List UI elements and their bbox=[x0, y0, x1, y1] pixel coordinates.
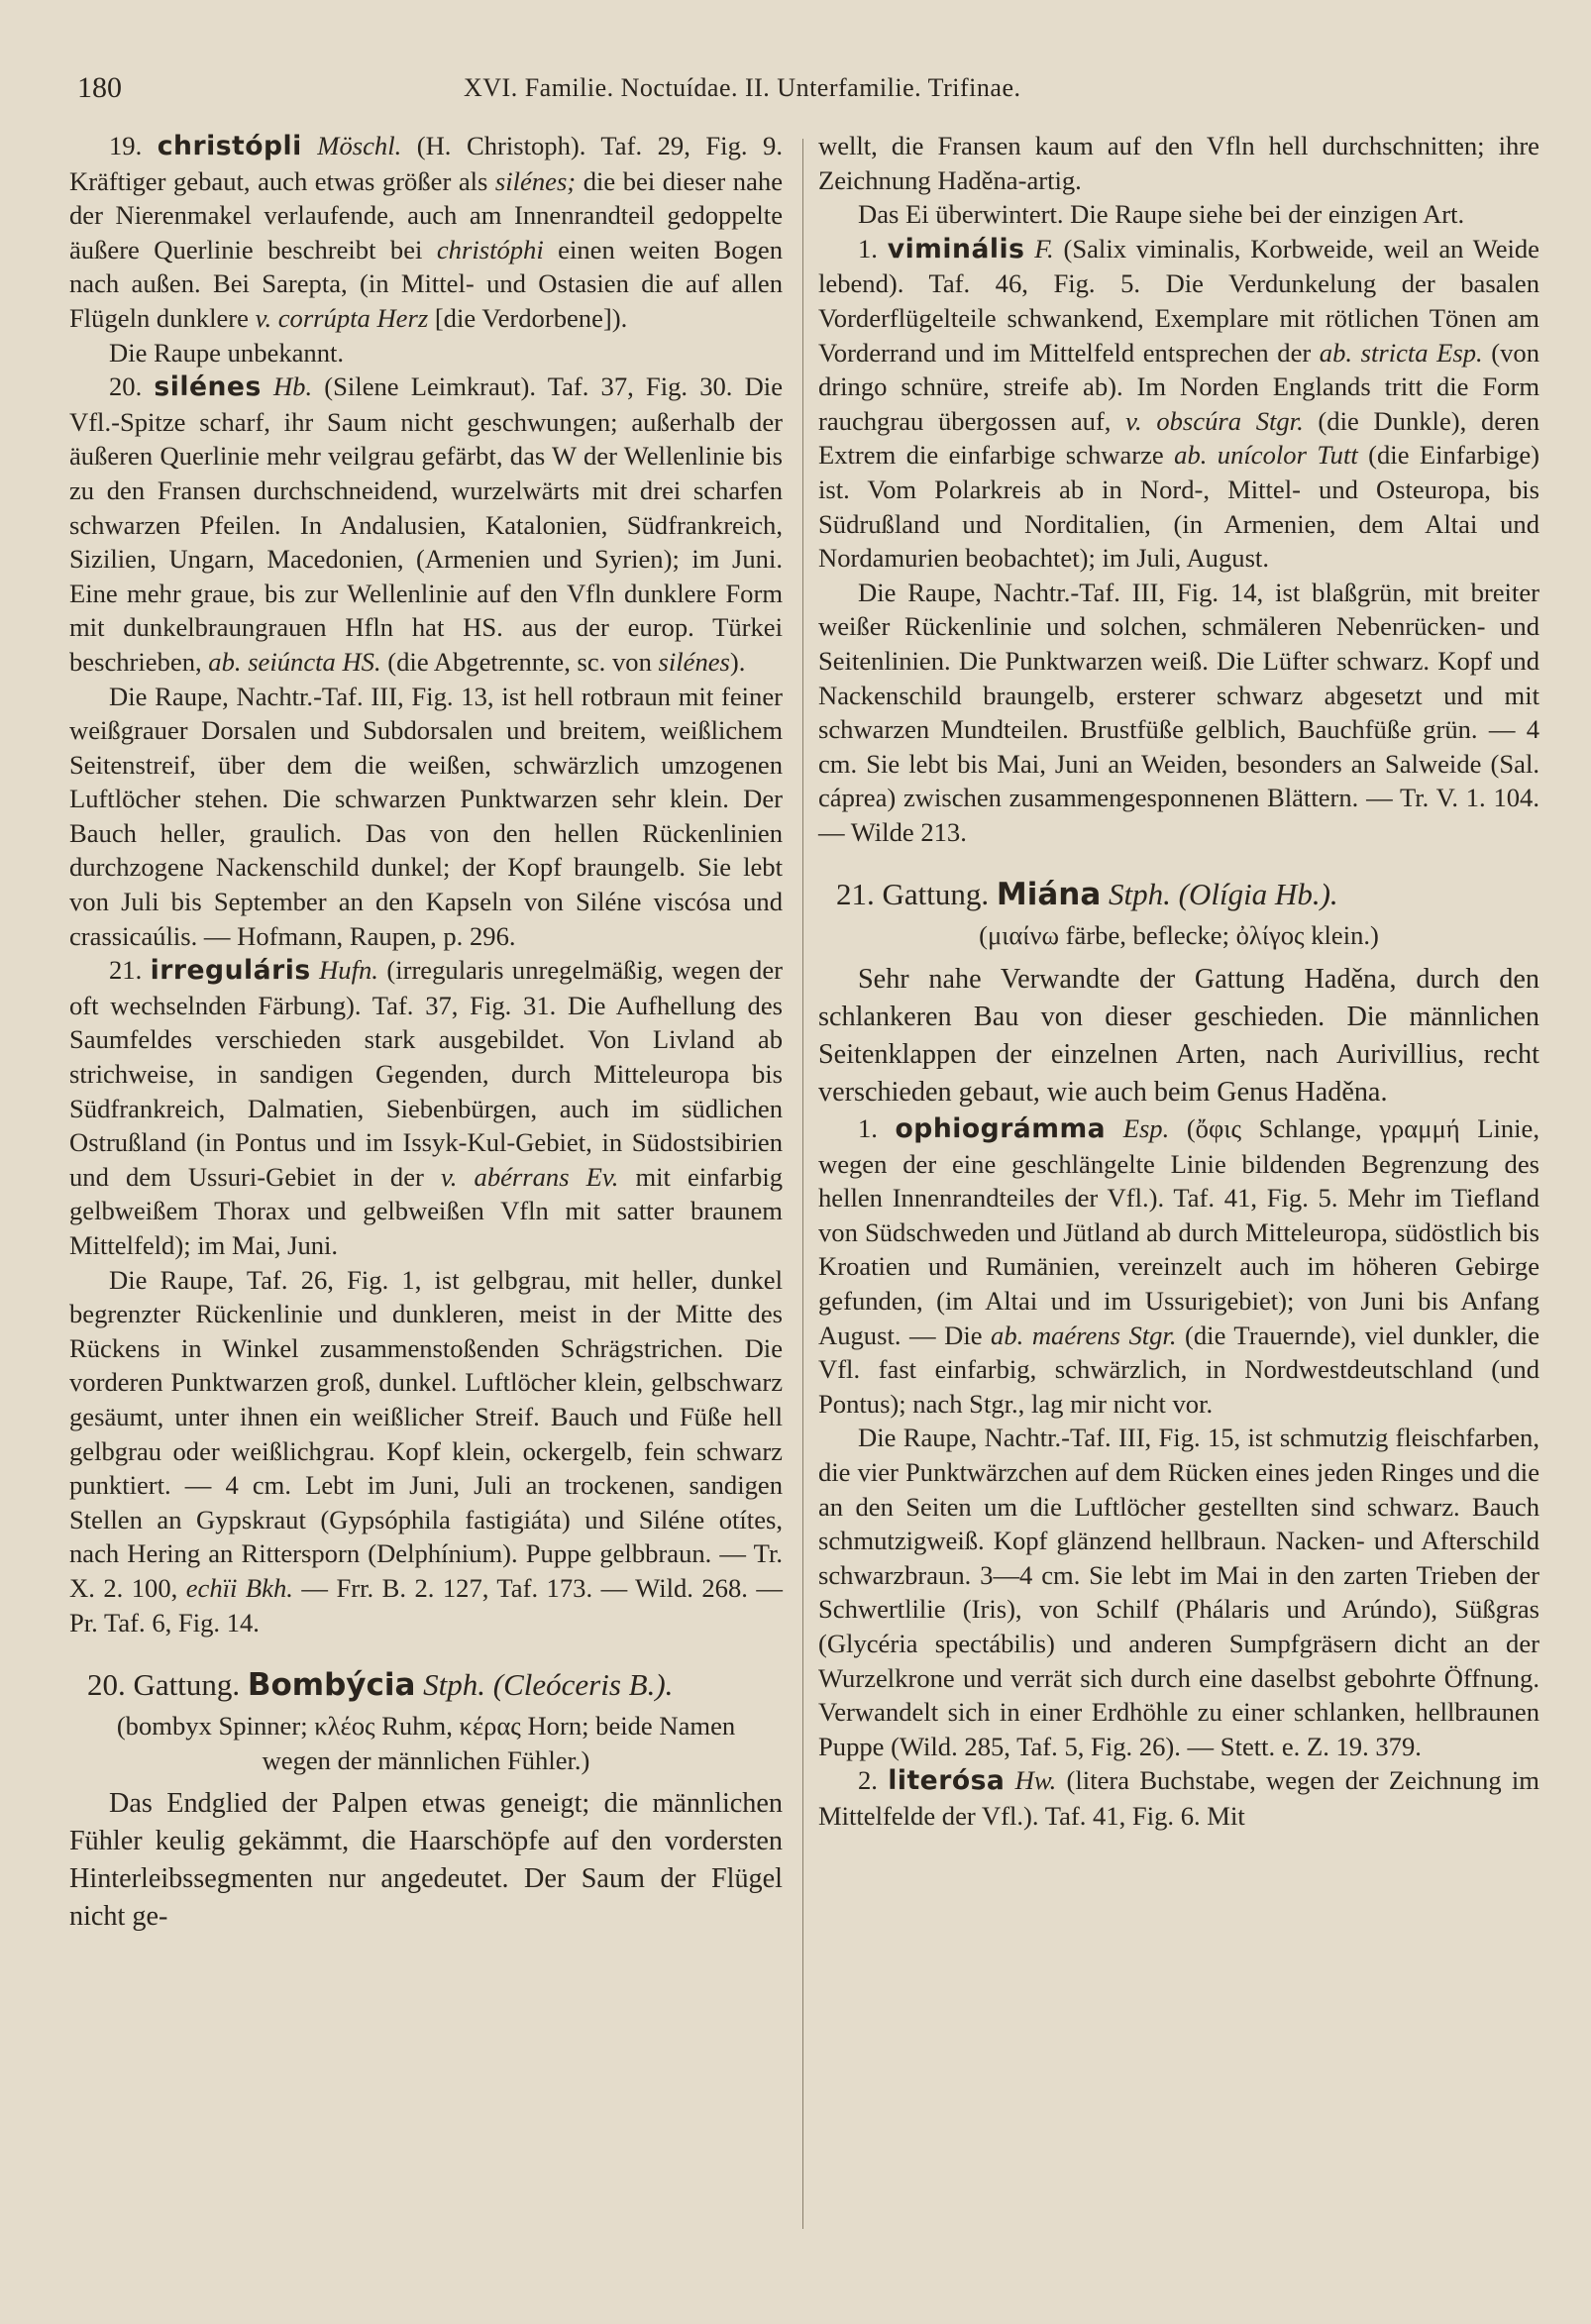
taxon-reference: ab. seiúncta HS. bbox=[208, 646, 381, 677]
entry-text: (von dringo schnüre, streife ab). Im Norden Englands tritt die Form rauchgrau übergossen auf, bbox=[818, 337, 1539, 436]
species-entry-irregularis bbox=[69, 953, 783, 1262]
taxon-reference: v. obscúra Stgr. bbox=[1125, 405, 1304, 436]
entry-text: Die Raupe, Taf. 26, Fig. 1, ist gelbgrau, mit heller, dunkel begrenzter Rückenlinie und dunkleren, meist in der Mitte des Rückens in Winkel zusammenstoßenden Schrägstrichen. Die vorderen Punktwarzen groß, dunkel. Luftlöcher klein, gelbschwarz gesäumt, unter ihnen ein weißlicher Streif. Bauch und Füße hell gelbgrau oder weißlichgrau. Kopf klein, ockergelb, fein schwarz punktiert. — 4 cm. Lebt im Juni, Juli an trockenen, sandigen Stellen an Gypskraut (Gypsóphila fastigiáta) und Siléne otítes, nach Hering an Rittersporn (Delphínium). Puppe gelbbraun. — Tr. X. 2. 100, bbox=[69, 1264, 783, 1603]
taxon-reference: silénes bbox=[658, 646, 730, 677]
species-entry-silenes bbox=[69, 370, 783, 679]
species-number: 1. bbox=[858, 1113, 878, 1144]
genus-label: 20. Gattung. bbox=[87, 1667, 241, 1703]
species-author: Möschl. bbox=[317, 131, 402, 160]
entry-text: (litera Buchstabe, wegen der Zeichnung im Mittelfelde der Vfl.). Taf. 41, Fig. 6. Mit bbox=[818, 1765, 1539, 1831]
species-entry-literosa bbox=[818, 1763, 1539, 1833]
entry-text: (Salix viminalis, Korbweide, weil an Weide lebend). Taf. 46, Fig. 5. Die Verdunkelung der basalen Vorderflügelteile schwankend, Exemplare mit rötlichen Tönen am Vorderrand und im Mittelfeld entsprechen der bbox=[818, 233, 1539, 368]
genus-description-continued: wellt, die Fransen kaum auf den Vfln hell durchschnitten; ihre Zeichnung Haděna-artig. bbox=[818, 131, 1539, 195]
species-number: 19. bbox=[109, 131, 143, 160]
entry-text: mit einfarbig gelbweißem Thorax und gelbweißen Vfln mit satter braunem Mittelfeld); im Mai, Juni. bbox=[69, 1161, 783, 1260]
entry-text: die bei dieser nahe der Nierenmakel verlaufende, auch am Innenrandteil gedoppelte äußere Querlinie beschreibt bei bbox=[69, 165, 783, 264]
genus-author: Stph. (Cleóceris B.). bbox=[423, 1667, 674, 1703]
species-author: Hb. bbox=[272, 371, 313, 402]
taxon-reference: echïi Bkh. bbox=[185, 1572, 293, 1603]
larva-paragraph: Die Raupe, Nachtr.-Taf. III, Fig. 13, ist hell rotbraun mit feiner weißgrauer Dorsalen und Subdorsalen und breitem, weißlichem Seitenstreif, über dem die weißen, schwärzlich umzogenen Luftlöcher stehen. Die schwarzen Punktwarzen sehr klein. Der Bauch heller, graulich. Das von den hellen Rückenlinien durchzogene Nackenschild dunkel; der Kopf braungelb. Sie lebt von Juli bis September an den Kapseln von Siléne viscósa und crassicaúlis. — Hofmann, Raupen, p. 296. bbox=[69, 681, 783, 951]
genus-description: Sehr nahe Verwandte der Gattung Haděna, durch den schlankeren Bau von dieser geschieden. Die männlichen Seitenklappen der einzelnen Arten, nach Aurivillius, recht verschieden gebaut, wie auch beim Genus Haděna. bbox=[818, 964, 1539, 1109]
species-number: 20. bbox=[109, 371, 143, 402]
larva-paragraph: Die Raupe, Nachtr.-Taf. III, Fig. 15, ist schmutzig fleischfarben, die vier Punktwärzchen auf dem Rücken eines jeden Ringes und die an den Seiten um die Luftlöcher gestellten sind schwarz. Bauch schmutzigweiß. Kopf glänzend hellbraun. Nacken- und Afterschild schwarzbraun. 3—4 cm. Sie lebt im Mai in den zarten Trieben der Schwertlilie (Iris), von Schilf (Phálaris und Arúndo), Süßgras (Glycéria spectábilis) und anderen Sumpfgräsern dicht an der Wurzelkrone und verrät sich durch eine daselbst gebohrte Öffnung. Verwandelt sich in einer Erdhöhle zu einer schlanken, hellbraunen Puppe (Wild. 285, Taf. 5, Fig. 26). — Stett. e. Z. 19. 379. bbox=[818, 1423, 1539, 1761]
taxon-reference: christóphi bbox=[436, 234, 544, 264]
right-column bbox=[818, 129, 1539, 1834]
species-author: Esp. bbox=[1122, 1113, 1170, 1144]
entry-text: (H. Christoph). Taf. 29, Fig. 9. Kräftiger gebaut, auch etwas größer als bbox=[69, 131, 783, 196]
entry-text: (die Abgetrennte, sc. von bbox=[380, 646, 659, 677]
species-entry-viminalis bbox=[818, 232, 1539, 576]
taxon-reference: ab. stricta Esp. bbox=[1319, 337, 1483, 368]
genus-etymology: (μιαίνω färbe, beflecke; ὀλίγος klein.) bbox=[979, 920, 1379, 951]
entry-text: ). bbox=[729, 646, 746, 677]
entry-text: (die Dunkle), deren Extrem die einfarbige schwarze bbox=[818, 405, 1539, 471]
taxon-reference: ab. maérens Stgr. bbox=[991, 1320, 1177, 1350]
entry-text: (ὄφις Schlange, γραμμή Linie, wegen der eine geschlängelte Linie bildenden Begrenzung des hellen Innenrandteiles der Vfl.). Taf. 41, Fig. 5. Mehr im Tiefland von Südschweden und Jütland ab durch Mitteleuropa, südöstlich bis Kroatien und Rumänien, vereinzelt auch im höheren Gebirge gefunden, (im Altai und im Ussurigebiet); von Juni bis Anfang August. — Die bbox=[818, 1113, 1539, 1350]
entry-text: (Silene Leimkraut). Taf. 37, Fig. 30. Die Vfl.-Spitze scharf, ihr Saum nicht geschwungen; außerhalb der äußeren Querlinie mehr veilgrau gefärbt, das W der Wellenlinie bis zu den Fransen durchschneidend, wurzelwärts mit drei scharfen schwarzen Pfeilen. In Andalusien, Katalonien, Südfrankreich, Sizilien, Ungarn, Macedonien, (Armenien und Syrien); im Juni. Eine mehr graue, bis zur Wellenlinie auf den Vfln dunklere Form mit dunkelbraungrauen Hfln hat HS. aus der europ. Türkei beschrieben, bbox=[69, 371, 783, 677]
entry-text: — Frr. B. 2. 127, Taf. 173. — Wild. 268. — Pr. Taf. 6, Fig. 14. bbox=[69, 1572, 783, 1637]
species-name: silénes bbox=[154, 371, 262, 403]
entry-text: (die Einfarbige) ist. Vom Polarkreis ab in Nord-, Mittel- und Osteuropa, bis Südrußland und Norditalien, (in Armenien, dem Altai und Nordamurien beobachtet); im Juli, August. bbox=[818, 440, 1539, 574]
entry-text: (irregularis unregelmäßig, wegen der oft wechselnden Färbung). Taf. 37, Fig. 31. Die Aufhellung des Saumfeldes verschieden stark ausgebildet. Von Livland ab strichweise, in sandigen Gegenden, durch Mitteleuropa bis Südfrankreich, Dalmatien, Siebenbürgen, auch im südlichen Ostrußland (in Pontus und im Issyk-Kul-Gebiet, in Südostsibirien und dem Ussuri-Gebiet in der bbox=[69, 955, 783, 1192]
species-name: literósa bbox=[888, 1765, 1006, 1797]
genus-label: 21. Gattung. bbox=[836, 877, 990, 912]
larva-paragraph: Die Raupe, Nachtr.-Taf. III, Fig. 14, ist blaßgrün, mit breiter weißer Rückenlinie und solchen, schmäleren Nebenrücken- und Seitenlinien. Die Punktwarzen weiß. Die Lüfter schwarz. Kopf und Nackenschild braungelb, ersterer schwarz abgesetzt und mit schwarzen Mundteilen. Brustfüße gelblich, Bauchfüße grün. — 4 cm. Sie lebt bis Mai, Juni an Weiden, besonders an Salweide (Sal. cáprea) zwischen zusammengesponnenen Blättern. — Tr. V. 1. 104. — Wilde 213. bbox=[818, 577, 1539, 847]
genus-heading-bombycia bbox=[69, 1665, 783, 1705]
species-author: Hufn. bbox=[319, 955, 378, 986]
species-number: 2. bbox=[858, 1765, 878, 1796]
species-name: christópli bbox=[157, 131, 302, 161]
taxon-reference: v. corrúpta Herz bbox=[255, 302, 429, 333]
taxon-reference: v. abérrans Ev. bbox=[440, 1161, 619, 1192]
species-entry-christophi bbox=[69, 129, 783, 336]
page-number: 180 bbox=[77, 71, 122, 104]
taxon-reference: silénes; bbox=[494, 165, 577, 196]
genus-etymology: (bombyx Spinner; κλέος Ruhm, κέρας Horn; beide Namen wegen der männlichen Fühler.) bbox=[116, 1711, 736, 1775]
entry-text: [die Verdorbene]). bbox=[428, 302, 628, 333]
species-name: ophiográmma bbox=[895, 1113, 1107, 1145]
entry-text: (die Trauernde), viel dunkler, die Vfl. fast einfarbig, schwärzlich, in Nordwestdeutschland (und Pontus); nach Stgr., lag mir nicht vor. bbox=[818, 1320, 1539, 1419]
genus-heading-miana bbox=[818, 875, 1539, 914]
entry-text: einen weiten Bogen nach außen. Bei Sarepta, (in Mittel- und Ostasien die auf allen Flügeln dunklere bbox=[69, 234, 783, 333]
species-entry-ophiogramma bbox=[818, 1111, 1539, 1421]
larva-paragraph: Die Raupe unbekannt. bbox=[109, 337, 345, 368]
egg-paragraph: Das Ei überwintert. Die Raupe siehe bei der einzigen Art. bbox=[858, 199, 1465, 230]
species-number: 21. bbox=[109, 955, 143, 986]
column-divider bbox=[802, 139, 803, 2229]
taxon-reference: ab. unícolor Tutt bbox=[1174, 440, 1358, 471]
page-header bbox=[77, 71, 1532, 111]
species-author: Hw. bbox=[1014, 1765, 1057, 1796]
species-name: irreguláris bbox=[150, 955, 311, 987]
species-author: F. bbox=[1034, 233, 1054, 264]
genus-name: Miána bbox=[996, 877, 1102, 913]
genus-name: Bombýcia bbox=[247, 1667, 416, 1704]
larva-paragraph bbox=[69, 1263, 783, 1640]
species-name: viminális bbox=[887, 233, 1025, 264]
genus-author: Stph. (Olígia Hb.). bbox=[1109, 877, 1338, 912]
left-column bbox=[69, 129, 783, 1936]
genus-description: Das Endglied der Palpen etwas geneigt; die männlichen Fühler keulig gekämmt, die Haarschöpfe auf den vordersten Hinterleibssegmenten nur angedeutet. Der Saum der Flügel nicht ge- bbox=[69, 1788, 783, 1933]
running-title: XVI. Familie. Noctuídae. II. Unterfamilie. Trifinae. bbox=[464, 73, 1021, 102]
species-number: 1. bbox=[858, 233, 878, 264]
